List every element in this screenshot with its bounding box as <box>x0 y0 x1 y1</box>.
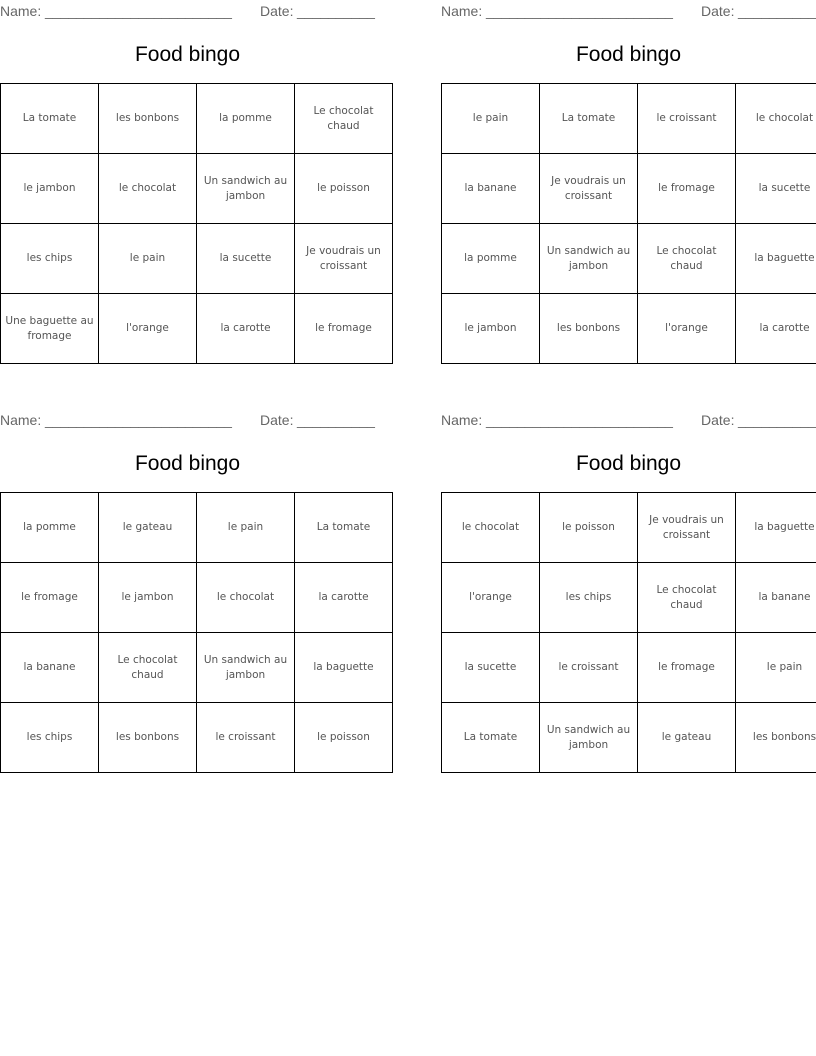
name-label: Name: <box>0 3 42 19</box>
bingo-cell: Je voudrais un croissant <box>638 493 736 563</box>
card-header <box>0 411 375 429</box>
bingo-card-2 <box>441 0 816 370</box>
name-label: Name: <box>441 3 483 19</box>
date-label: Date: <box>260 3 294 19</box>
name-blank: ________________________ <box>45 3 232 19</box>
bingo-cell: le chocolat <box>99 154 197 224</box>
grid-row <box>1 493 393 563</box>
bingo-cell: La tomate <box>295 493 393 563</box>
grid-row <box>442 84 816 154</box>
bingo-card-3 <box>0 409 375 779</box>
bingo-cell: le poisson <box>295 703 393 773</box>
bingo-cell: La tomate <box>1 84 99 154</box>
grid-row <box>442 703 816 773</box>
bingo-cell: La tomate <box>540 84 638 154</box>
card-header <box>441 411 816 429</box>
bingo-cell: les bonbons <box>736 703 816 773</box>
bingo-cell: Un sandwich au jambon <box>540 224 638 294</box>
bingo-cell: l'orange <box>638 294 736 364</box>
card-header <box>441 2 816 20</box>
bingo-cell: le jambon <box>442 294 540 364</box>
grid-row <box>1 703 393 773</box>
bingo-cell: les chips <box>1 224 99 294</box>
date-blank: __________ <box>297 412 375 428</box>
bingo-cell: le chocolat <box>442 493 540 563</box>
grid-row <box>1 154 393 224</box>
grid-row <box>1 84 393 154</box>
bingo-cell: La tomate <box>442 703 540 773</box>
bingo-grid <box>0 492 393 773</box>
bingo-cell: Le chocolat chaud <box>295 84 393 154</box>
bingo-cell: la carotte <box>736 294 816 364</box>
card-header <box>0 2 375 20</box>
bingo-cell: le chocolat <box>736 84 816 154</box>
bingo-cell: la banane <box>442 154 540 224</box>
bingo-cell: le jambon <box>1 154 99 224</box>
name-label: Name: <box>441 412 483 428</box>
grid-row <box>442 294 816 364</box>
bingo-cell: le gateau <box>99 493 197 563</box>
bingo-grid <box>441 492 816 773</box>
date-blank: __________ <box>738 412 816 428</box>
bingo-cell: la baguette <box>736 224 816 294</box>
grid-row <box>442 633 816 703</box>
bingo-cell: le poisson <box>540 493 638 563</box>
card-title: Food bingo <box>134 452 241 475</box>
bingo-cell: la banane <box>1 633 99 703</box>
bingo-cell: les chips <box>540 563 638 633</box>
grid-row <box>442 493 816 563</box>
bingo-cell: Une baguette au fromage <box>1 294 99 364</box>
card-title: Food bingo <box>575 43 682 66</box>
bingo-cell: le jambon <box>99 563 197 633</box>
bingo-cell: le fromage <box>638 154 736 224</box>
bingo-cell: le pain <box>736 633 816 703</box>
name-blank: ________________________ <box>486 3 673 19</box>
bingo-cell: le pain <box>442 84 540 154</box>
bingo-cell: la sucette <box>736 154 816 224</box>
bingo-card-1 <box>0 0 381 370</box>
bingo-cell: la sucette <box>197 224 295 294</box>
bingo-cell: Un sandwich au jambon <box>197 154 295 224</box>
bingo-cell: le croissant <box>197 703 295 773</box>
bingo-cell: la carotte <box>295 563 393 633</box>
grid-row <box>442 563 816 633</box>
bingo-cell: les bonbons <box>99 703 197 773</box>
grid-row <box>1 224 393 294</box>
bingo-cell: la pomme <box>1 493 99 563</box>
bingo-cell: Un sandwich au jambon <box>540 703 638 773</box>
bingo-cell: la pomme <box>442 224 540 294</box>
bingo-cell: l'orange <box>442 563 540 633</box>
bingo-cell: Le chocolat chaud <box>99 633 197 703</box>
bingo-cell: Je voudrais un croissant <box>540 154 638 224</box>
grid-row <box>1 633 393 703</box>
date-label: Date: <box>701 3 735 19</box>
bingo-cell: le fromage <box>1 563 99 633</box>
date-blank: __________ <box>738 3 816 19</box>
bingo-cell: le croissant <box>540 633 638 703</box>
bingo-cell: le poisson <box>295 154 393 224</box>
bingo-cell: Un sandwich au jambon <box>197 633 295 703</box>
bingo-cell: le fromage <box>295 294 393 364</box>
bingo-cell: les bonbons <box>540 294 638 364</box>
bingo-cell: Je voudrais un croissant <box>295 224 393 294</box>
bingo-cell: le gateau <box>638 703 736 773</box>
card-title: Food bingo <box>134 43 241 66</box>
grid-row <box>1 563 393 633</box>
bingo-cell: Le chocolat chaud <box>638 224 736 294</box>
bingo-cell: la sucette <box>442 633 540 703</box>
bingo-cell: la banane <box>736 563 816 633</box>
bingo-cell: le fromage <box>638 633 736 703</box>
grid-row <box>442 154 816 224</box>
bingo-cell: les chips <box>1 703 99 773</box>
name-blank: ________________________ <box>486 412 673 428</box>
bingo-card-4 <box>441 409 816 779</box>
date-blank: __________ <box>297 3 375 19</box>
bingo-cell: le chocolat <box>197 563 295 633</box>
bingo-grid <box>441 83 816 364</box>
bingo-cell: Le chocolat chaud <box>638 563 736 633</box>
grid-row <box>1 294 393 364</box>
card-title: Food bingo <box>575 452 682 475</box>
bingo-cell: le pain <box>99 224 197 294</box>
bingo-cell: la pomme <box>197 84 295 154</box>
name-blank: ________________________ <box>45 412 232 428</box>
bingo-cell: l'orange <box>99 294 197 364</box>
name-label: Name: <box>0 412 42 428</box>
bingo-grid <box>0 83 393 364</box>
bingo-cell: la baguette <box>736 493 816 563</box>
date-label: Date: <box>701 412 735 428</box>
date-label: Date: <box>260 412 294 428</box>
bingo-cell: la baguette <box>295 633 393 703</box>
bingo-cell: les bonbons <box>99 84 197 154</box>
bingo-cell: le pain <box>197 493 295 563</box>
bingo-cell: la carotte <box>197 294 295 364</box>
grid-row <box>442 224 816 294</box>
bingo-cell: le croissant <box>638 84 736 154</box>
